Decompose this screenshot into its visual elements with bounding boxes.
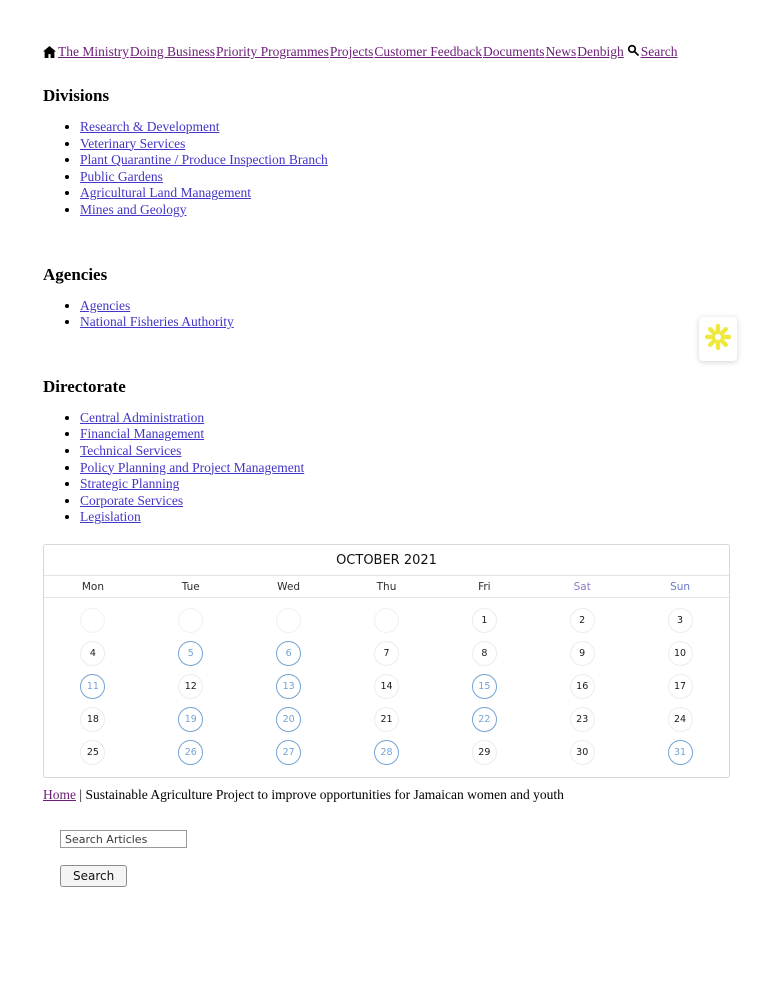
- calendar-cell: [240, 703, 338, 736]
- article-search: [60, 830, 730, 888]
- breadcrumb: [43, 787, 730, 803]
- link-agricultural-land-management[interactable]: Agricultural Land Management: [80, 185, 251, 201]
- calendar-cell: [240, 736, 338, 769]
- link-agencies[interactable]: Agencies: [80, 297, 131, 313]
- list-item: [80, 119, 730, 136]
- calendar-cell: [240, 604, 338, 637]
- link-financial-management[interactable]: Financial Management: [80, 426, 205, 442]
- link-corporate-services[interactable]: Corporate Services: [80, 492, 184, 508]
- calendar-day-1: 1: [472, 608, 497, 633]
- calendar-day-31[interactable]: 31: [668, 740, 693, 765]
- calendar-day-6[interactable]: 6: [276, 641, 301, 666]
- sections: [43, 86, 730, 526]
- calendar-cell: [435, 604, 533, 637]
- section-divisions: [43, 86, 730, 219]
- calendar-cell: [142, 736, 240, 769]
- list-item: [80, 298, 730, 315]
- calendar-day-30: 30: [570, 740, 595, 765]
- calendar-day-empty: [276, 608, 301, 633]
- calendar-day-11[interactable]: 11: [80, 674, 105, 699]
- section-link-list: [43, 410, 730, 526]
- search-button[interactable]: Search: [60, 865, 127, 887]
- search-articles-input[interactable]: [60, 830, 187, 848]
- calendar-day-empty: [178, 608, 203, 633]
- calendar-cell: [435, 670, 533, 703]
- home-icon: [43, 46, 56, 58]
- nav-link-customer-feedback[interactable]: Customer Feedback: [374, 44, 482, 59]
- calendar-cell: [435, 703, 533, 736]
- calendar-cell: [240, 670, 338, 703]
- list-item: [80, 202, 730, 219]
- calendar-cell: [338, 736, 436, 769]
- calendar: [43, 544, 730, 778]
- nav-search-label: Search: [640, 44, 678, 59]
- list-item: [80, 509, 730, 526]
- calendar-day-14: 14: [374, 674, 399, 699]
- section-link-list: [43, 298, 730, 331]
- calendar-cell: [142, 604, 240, 637]
- link-veterinary-services[interactable]: Veterinary Services: [80, 135, 186, 151]
- calendar-day-10: 10: [668, 641, 693, 666]
- section-link-list: [43, 119, 730, 219]
- calendar-day-4: 4: [80, 641, 105, 666]
- link-public-gardens[interactable]: Public Gardens: [80, 168, 163, 184]
- list-item: [80, 185, 730, 202]
- list-item: [80, 152, 730, 169]
- breadcrumb-text: Sustainable Agriculture Project to improve opportunities for Jamaican women and youth: [85, 786, 564, 802]
- calendar-day-19[interactable]: 19: [178, 707, 203, 732]
- calendar-cell: [533, 670, 631, 703]
- top-nav: [43, 44, 730, 60]
- link-strategic-planning[interactable]: Strategic Planning: [80, 476, 180, 492]
- calendar-cell: [533, 637, 631, 670]
- sunburst-icon: [704, 323, 732, 356]
- list-item: [80, 169, 730, 186]
- calendar-day-25: 25: [80, 740, 105, 765]
- link-central-administration[interactable]: Central Administration: [80, 409, 205, 425]
- link-policy-planning-and-project-management[interactable]: Policy Planning and Project Management: [80, 459, 305, 475]
- section-title: Agencies: [43, 264, 108, 284]
- calendar-cell: [338, 637, 436, 670]
- search-icon: [627, 44, 641, 60]
- calendar-day-28[interactable]: 28: [374, 740, 399, 765]
- day-header-sat: Sat: [573, 580, 591, 593]
- calendar-day-29: 29: [472, 740, 497, 765]
- calendar-day-empty: [374, 608, 399, 633]
- calendar-cell: [631, 637, 729, 670]
- calendar-cell: [142, 703, 240, 736]
- nav-link-priority-programmes[interactable]: Priority Programmes: [216, 44, 329, 59]
- calendar-day-13[interactable]: 13: [276, 674, 301, 699]
- calendar-day-15[interactable]: 15: [472, 674, 497, 699]
- calendar-cell: [533, 604, 631, 637]
- accessibility-widget[interactable]: [699, 317, 737, 361]
- calendar-day-2: 2: [570, 608, 595, 633]
- section-agencies: [43, 265, 730, 331]
- link-national-fisheries-authority[interactable]: National Fisheries Authority: [80, 314, 234, 330]
- home-link[interactable]: [43, 46, 56, 58]
- calendar-cell: [338, 703, 436, 736]
- calendar-day-12: 12: [178, 674, 203, 699]
- calendar-cell: [240, 637, 338, 670]
- calendar-day-22[interactable]: 22: [472, 707, 497, 732]
- calendar-cell: [338, 670, 436, 703]
- nav-link-denbigh[interactable]: Denbigh: [577, 44, 624, 59]
- list-item: [80, 426, 730, 443]
- calendar-day-21: 21: [374, 707, 399, 732]
- link-technical-services[interactable]: Technical Services: [80, 442, 182, 458]
- calendar-cell: [142, 670, 240, 703]
- nav-link-projects[interactable]: Projects: [329, 44, 374, 59]
- list-item: [80, 493, 730, 510]
- calendar-cell: [631, 736, 729, 769]
- calendar-day-3: 3: [668, 608, 693, 633]
- section-title: Directorate: [43, 376, 126, 396]
- calendar-day-9: 9: [570, 641, 595, 666]
- calendar-day-23: 23: [570, 707, 595, 732]
- day-header-thu: Thu: [376, 580, 397, 593]
- calendar-day-27[interactable]: 27: [276, 740, 301, 765]
- calendar-day-7: 7: [374, 641, 399, 666]
- link-research-development[interactable]: Research & Development: [80, 119, 220, 134]
- nav-link-the-ministry[interactable]: The Ministry: [58, 44, 129, 59]
- list-item: [80, 314, 730, 331]
- nav-link-doing-business[interactable]: Doing Business: [129, 44, 216, 59]
- nav-link-documents[interactable]: Documents: [483, 44, 545, 59]
- list-item: [80, 460, 730, 477]
- list-item: [80, 410, 730, 427]
- day-header-wed: Wed: [277, 580, 301, 593]
- calendar-day-17: 17: [668, 674, 693, 699]
- calendar-cell: [44, 670, 142, 703]
- list-item: [80, 136, 730, 153]
- day-header-fri: Fri: [478, 580, 491, 593]
- calendar-day-24: 24: [668, 707, 693, 732]
- calendar-cell: [435, 637, 533, 670]
- calendar-cell: [44, 604, 142, 637]
- calendar-day-8: 8: [472, 641, 497, 666]
- calendar-cell: [44, 736, 142, 769]
- calendar-cell: [631, 670, 729, 703]
- calendar-cell: [631, 604, 729, 637]
- list-item: [80, 443, 730, 460]
- calendar-title: OCTOBER 2021: [44, 545, 729, 576]
- calendar-day-16: 16: [570, 674, 595, 699]
- calendar-cell: [44, 703, 142, 736]
- section-directorate: [43, 377, 730, 526]
- nav-link-news[interactable]: News: [545, 44, 577, 59]
- calendar-cell: [338, 604, 436, 637]
- breadcrumb-home-link[interactable]: Home: [43, 786, 76, 802]
- day-header-tue: Tue: [181, 580, 200, 593]
- link-plant-quarantine-produce-inspection-branch[interactable]: Plant Quarantine / Produce Inspection Branch: [80, 152, 328, 168]
- calendar-grid: [44, 598, 729, 777]
- calendar-cell: [44, 637, 142, 670]
- calendar-day-empty: [80, 608, 105, 633]
- calendar-cell: [533, 736, 631, 769]
- calendar-cell: [631, 703, 729, 736]
- calendar-day-20[interactable]: 20: [276, 707, 301, 732]
- nav-search-link[interactable]: [627, 44, 678, 60]
- day-header-mon: Mon: [81, 580, 104, 593]
- breadcrumb-separator: |: [79, 786, 83, 802]
- calendar-day-headers: [44, 576, 729, 598]
- day-header-sun: Sun: [670, 580, 691, 593]
- link-mines-and-geology[interactable]: Mines and Geology: [80, 201, 187, 217]
- calendar-cell: [435, 736, 533, 769]
- list-item: [80, 476, 730, 493]
- calendar-cell: [142, 637, 240, 670]
- calendar-day-5[interactable]: 5: [178, 641, 203, 666]
- link-legislation[interactable]: Legislation: [80, 509, 141, 525]
- calendar-day-18: 18: [80, 707, 105, 732]
- calendar-cell: [533, 703, 631, 736]
- nav-links: [58, 44, 625, 60]
- section-title: Divisions: [43, 86, 110, 105]
- calendar-day-26[interactable]: 26: [178, 740, 203, 765]
